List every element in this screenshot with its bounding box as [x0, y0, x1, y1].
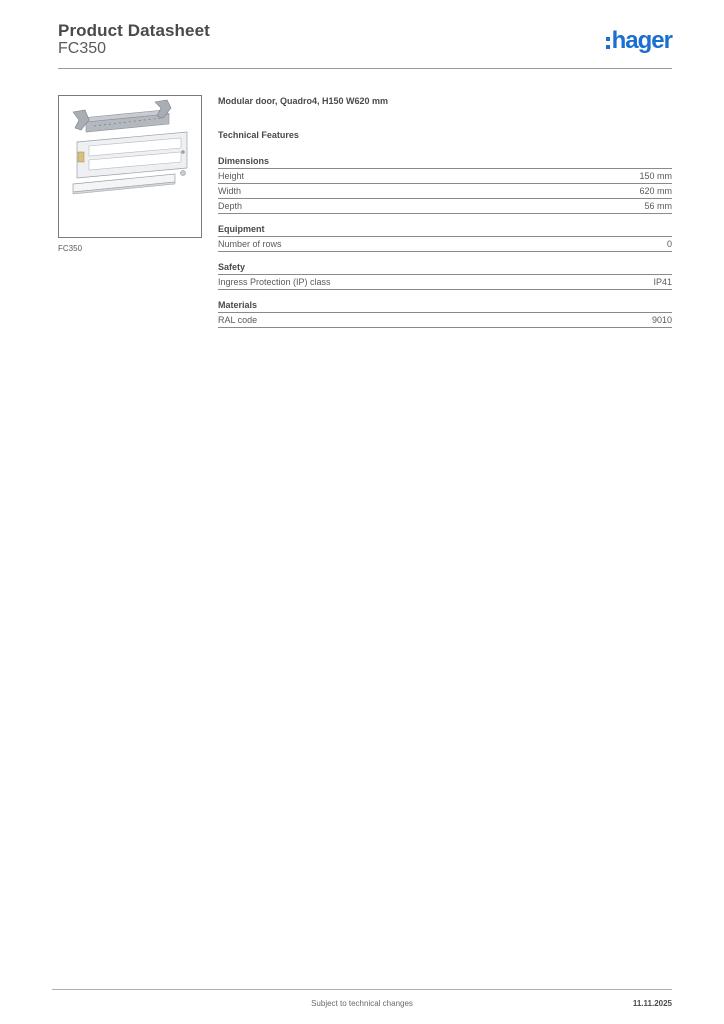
section-title: Safety: [218, 262, 672, 275]
modular-door-illustration: [59, 96, 201, 237]
logo-text: hager: [611, 27, 672, 54]
footer-date: 11.11.2025: [632, 999, 672, 1008]
spec-value: 9010: [651, 315, 672, 325]
technical-features-heading: Technical Features: [218, 130, 299, 140]
spec-content: [218, 96, 672, 338]
spec-value: IP41: [653, 277, 672, 287]
section-title: Dimensions: [218, 156, 672, 169]
page-title: Product Datasheet: [58, 21, 210, 40]
section-equipment: [218, 224, 672, 252]
spec-value: 620 mm: [639, 186, 672, 196]
product-image: [58, 95, 202, 238]
header-divider: [58, 68, 672, 69]
spec-row-width: [218, 184, 672, 199]
hager-logo: [606, 26, 672, 56]
spec-row-number-of-rows: [218, 237, 672, 252]
spec-row-depth: [218, 199, 672, 214]
section-safety: [218, 262, 672, 290]
section-title: Equipment: [218, 224, 672, 237]
mounting-rail-icon: [73, 100, 171, 132]
spec-label: Number of rows: [218, 239, 282, 249]
door-panel-icon: [77, 132, 187, 178]
footer-note: Subject to technical changes: [311, 999, 413, 1008]
logo-dots-icon: [606, 37, 610, 49]
spec-row-ral-code: [218, 313, 672, 328]
spec-label: Width: [218, 186, 242, 196]
footer-divider: [52, 989, 672, 990]
spec-label: Depth: [218, 201, 243, 211]
spec-value: 0: [666, 239, 672, 249]
section-materials: [218, 300, 672, 328]
section-title: Materials: [218, 300, 672, 313]
section-dimensions: [218, 156, 672, 214]
product-code: FC350: [58, 40, 107, 57]
spec-value: 150 mm: [639, 171, 672, 181]
spec-row-height: [218, 169, 672, 184]
spec-label: RAL code: [218, 315, 258, 325]
product-name: Modular door, Quadro4, H150 W620 mm: [218, 96, 389, 106]
spec-row-ip-class: [218, 275, 672, 290]
spec-label: Height: [218, 171, 245, 181]
spec-value: 56 mm: [644, 201, 672, 211]
image-caption: FC350: [58, 244, 83, 253]
spec-label: Ingress Protection (IP) class: [218, 277, 331, 287]
